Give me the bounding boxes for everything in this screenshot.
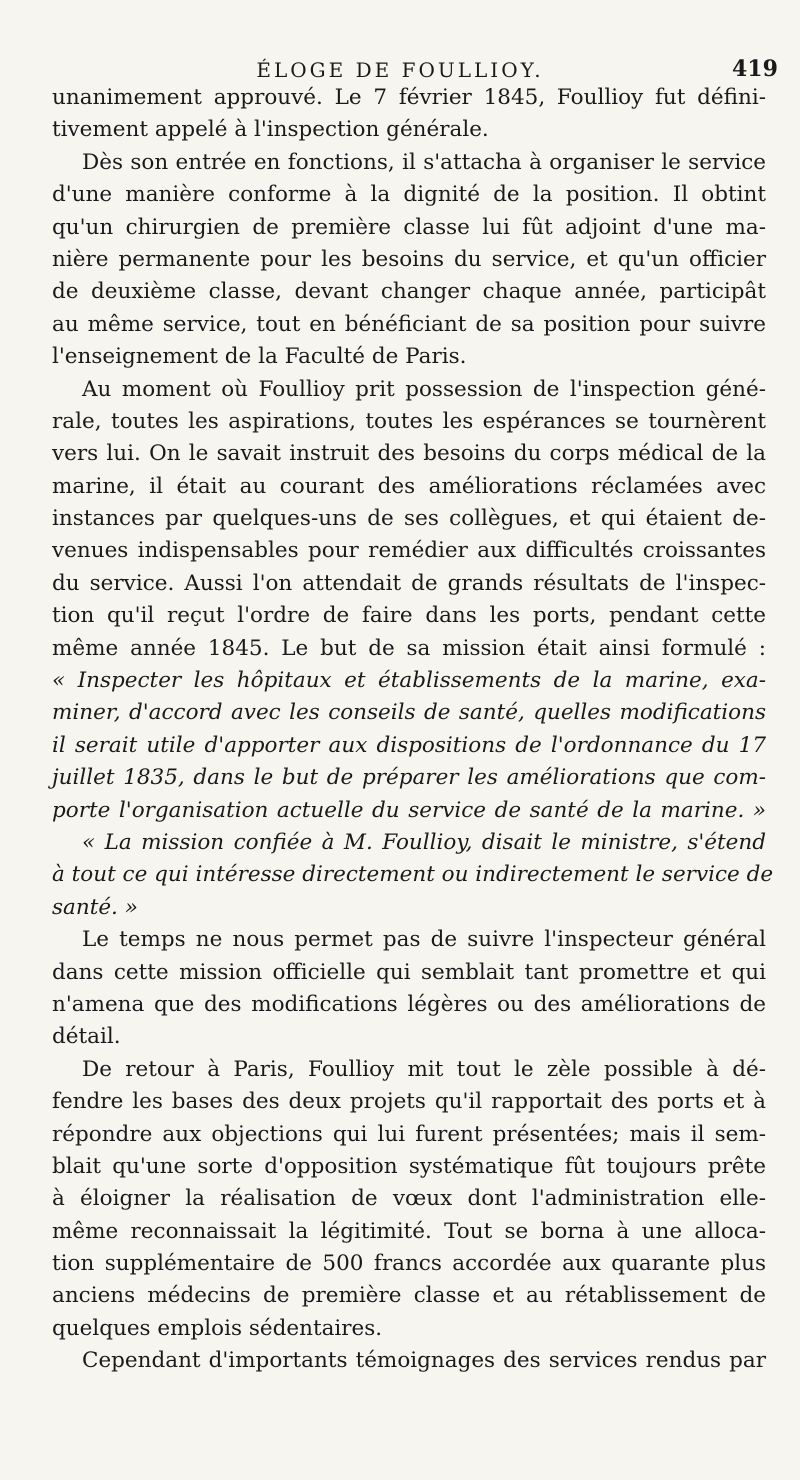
text-line: tion supplémentaire de 500 francs accordée aux quarante plus — [52, 1251, 766, 1277]
text-line: à éloigner la réalisation de vœux dont l'administration elle- — [52, 1186, 766, 1212]
text-line: fendre les bases des deux projets qu'il rapportait des ports et à — [52, 1089, 766, 1115]
text-line: santé. » — [52, 894, 138, 920]
text-line: dans cette mission officielle qui semblait tant promettre et qui — [52, 959, 766, 985]
text-line: anciens médecins de première classe et au rétablissement de — [52, 1283, 766, 1309]
text-line: tion qu'il reçut l'ordre de faire dans les ports, pendant cette — [52, 603, 766, 629]
text-line: unanimement approuvé. Le 7 février 1845, Foullioy fut défini- — [52, 85, 766, 110]
text-line: du service. Aussi l'on attendait de grands résultats de l'inspec- — [52, 570, 766, 596]
text-line: De retour à Paris, Foullioy mit tout le zèle possible à dé- — [82, 1056, 766, 1082]
text-line: porte l'organisation actuelle du service de santé de la marine. » — [52, 797, 766, 823]
text-line: miner, d'accord avec les conseils de santé, quelles modifications — [52, 700, 766, 726]
text-line: à tout ce qui intéresse directement ou indirectement le service de — [52, 862, 774, 888]
text-line: tivement appelé à l'inspection générale. — [52, 117, 489, 143]
text-line: « La mission confiée à M. Foullioy, disait le ministre, s'étend — [82, 829, 766, 855]
text-line: détail. — [52, 1024, 121, 1050]
body-text — [52, 82, 774, 1378]
text-line: « Inspecter les hôpitaux et établissements de la marine, exa- — [52, 668, 766, 694]
text-line: qu'un chirurgien de première classe lui fût adjoint d'une ma- — [52, 214, 766, 240]
page-number: 419 — [732, 56, 778, 82]
running-title: ÉLOGE DE FOULLIOY. — [256, 58, 544, 82]
text-line: instances par quelques-uns de ses collègues, et qui étaient de- — [52, 506, 766, 532]
text-line: même année 1845. Le but de sa mission était ainsi formulé : — [52, 635, 766, 661]
text-line: marine, il était au courant des améliorations réclamées avec — [52, 473, 766, 499]
text-line: de deuxième classe, devant changer chaque année, participât — [52, 279, 766, 305]
text-line: il serait utile d'apporter aux dispositions de l'ordonnance du 17 — [52, 732, 766, 758]
text-line: Dès son entrée en fonctions, il s'attacha à organiser le service — [82, 149, 766, 175]
text-line: rale, toutes les aspirations, toutes les espérances se tournèrent — [52, 408, 766, 434]
text-line: nière permanente pour les besoins du service, et qu'un officier — [52, 246, 766, 272]
text-line: juillet 1835, dans le but de préparer les améliorations que com- — [52, 765, 766, 791]
text-line: répondre aux objections qui lui furent présentées; mais il sem- — [52, 1121, 766, 1147]
text-line: vers lui. On le savait instruit des besoins du corps médical de la — [52, 441, 766, 467]
text-line: Le temps ne nous permet pas de suivre l'inspecteur général — [82, 927, 766, 953]
text-line: même reconnaissait la légitimité. Tout se borna à une alloca- — [52, 1218, 766, 1244]
text-line: n'amena que des modifications légères ou des améliorations de — [52, 991, 766, 1017]
text-line: quelques emplois sédentaires. — [52, 1315, 383, 1341]
text-line: Au moment où Foullioy prit possession de l'inspection géné- — [82, 376, 766, 402]
text-line: venues indispensables pour remédier aux difficultés croissantes — [52, 538, 766, 564]
text-line: blait qu'une sorte d'opposition systématique fût toujours prête — [52, 1153, 766, 1179]
text-line: au même service, tout en bénéficiant de sa position pour suivre — [52, 311, 766, 337]
text-line: d'une manière conforme à la dignité de la position. Il obtint — [52, 182, 766, 208]
text-line: l'enseignement de la Faculté de Paris. — [52, 344, 467, 370]
text-line: Cependant d'importants témoignages des services rendus par — [82, 1348, 766, 1374]
